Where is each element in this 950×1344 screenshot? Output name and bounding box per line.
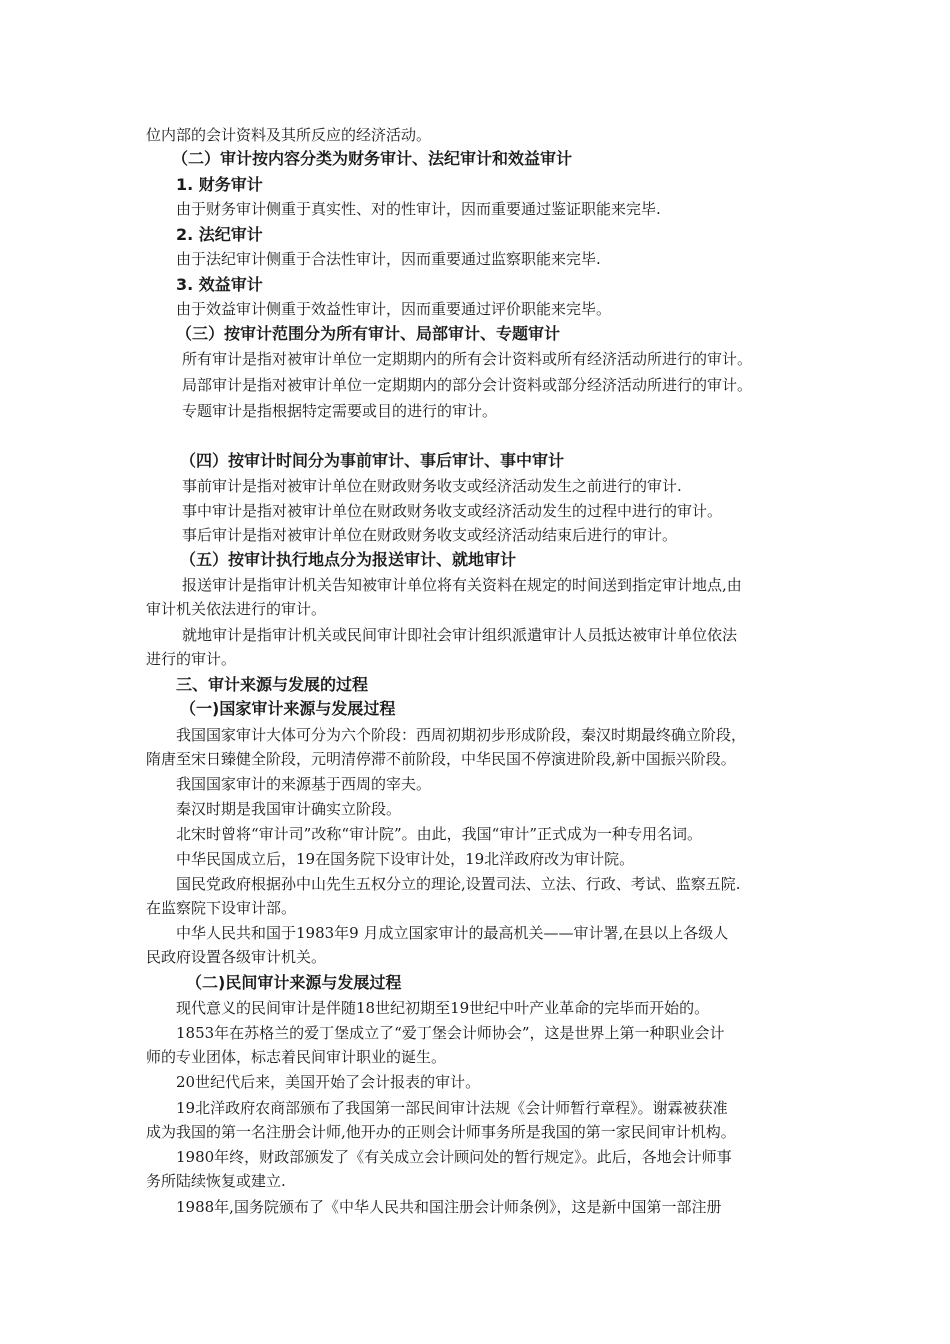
- body-text-line: 秦汉时期是我国审计确实立阶段。: [176, 800, 402, 818]
- body-text-line: 北宋时曾将“审计司”改称“审计院”。由此，我国“审计”正式成为一种专用名词。: [176, 825, 703, 843]
- subsection-heading: 1. 财务审计: [176, 175, 263, 194]
- body-text-line: 由于财务审计侧重于真实性、对的性审计，因而重要通过鉴证职能来完毕.: [176, 200, 661, 218]
- body-text-line: 务所陆续恢复或建立.: [146, 1172, 286, 1190]
- body-text-line: 我国国家审计的来源基于西周的宰夫。: [176, 775, 432, 793]
- body-text-line: 位内部的会计资料及其所反应的经济活动。: [146, 126, 432, 144]
- body-text-line: 19北洋政府农商部颁布了我国第一部民间审计法规《会计师暂行章程》。谢霖被获准: [176, 1099, 728, 1117]
- body-text-line: 中华人民共和国于1983年9 月成立国家审计的最高机关——审计署,在县以上各级人: [176, 924, 729, 942]
- body-text-line: 审计机关依法进行的审计。: [146, 600, 327, 618]
- body-text-line: 进行的审计。: [146, 650, 237, 668]
- body-text-line: 中华民国成立后，19在国务院下设审计处，19北洋政府改为审计院。: [176, 850, 635, 868]
- body-text-line: 局部审计是指对被审计单位一定期期内的部分会计资料或部分经济活动所进行的审计。: [182, 376, 753, 394]
- body-text-line: 事前审计是指对被审计单位在财政财务收支或经济活动发生之前进行的审计.: [182, 477, 682, 495]
- subsection-heading: 3. 效益审计: [176, 275, 263, 294]
- body-text-line: 20世纪代后来，美国开始了会计报表的审计。: [176, 1073, 481, 1091]
- body-text-line: 专题审计是指根据特定需要或目的进行的审计。: [182, 402, 498, 420]
- section-heading: （三）按审计范围分为所有审计、局部审计、专题审计: [176, 324, 561, 343]
- body-text-line: 所有审计是指对被审计单位一定期期内的所有会计资料或所有经济活动所进行的审计。: [182, 350, 753, 368]
- body-text-line: 就地审计是指审计机关或民间审计即社会审计组织派遣审计人员抵达被审计单位依法: [182, 626, 738, 644]
- section-heading: （二)民间审计来源与发展过程: [186, 973, 402, 992]
- body-text-line: 事中审计是指对被审计单位在财政财务收支或经济活动发生的过程中进行的审计。: [182, 502, 723, 520]
- body-text-line: 在监察院下设审计部。: [146, 899, 297, 917]
- body-text-line: 师的专业团体，标志着民间审计职业的诞生。: [146, 1048, 447, 1066]
- section-heading: （五）按审计执行地点分为报送审计、就地审计: [180, 550, 517, 569]
- body-text-line: 成为我国的第一名注册会计师,他开办的正则会计师事务所是我国的第一家民间审计机构。: [146, 1123, 736, 1141]
- body-text-line: 报送审计是指审计机关告知被审计单位将有关资料在规定的时间送到指定审计地点,由: [182, 576, 742, 594]
- body-text-line: 隋唐至宋日臻健全阶段，元明清停滞不前阶段，中华民国不停演进阶段,新中国振兴阶段。: [146, 750, 736, 768]
- body-text-line: 现代意义的民间审计是伴随18世纪初期至19世纪中叶产业革命的完毕而开始的。: [176, 999, 710, 1017]
- section-heading: （一)国家审计来源与发展过程: [180, 699, 396, 718]
- body-text-line: 事后审计是指对被审计单位在财政财务收支或经济活动结束后进行的审计。: [182, 526, 678, 544]
- section-heading: （四）按审计时间分为事前审计、事后审计、事中审计: [180, 451, 565, 470]
- subsection-heading: 2. 法纪审计: [176, 225, 263, 244]
- body-text-line: 民政府设置各级审计机关。: [146, 948, 327, 966]
- body-text-line: 我国国家审计大体可分为六个阶段：西周初期初步形成阶段，秦汉时期最终确立阶段，: [176, 726, 747, 744]
- body-text-line: 1853年在苏格兰的爱丁堡成立了“爱丁堡会计师协会”，这是世界上第一种职业会计: [176, 1024, 725, 1042]
- body-text-line: 1980年终，财政部颁发了《有关成立会计顾问处的暂行规定》。此后，各地会计师事: [176, 1148, 732, 1166]
- body-text-line: 国民党政府根据孙中山先生五权分立的理论,设置司法、立法、行政、考试、监察五院.: [176, 875, 741, 893]
- body-text-line: 由于效益审计侧重于效益性审计，因而重要通过评价职能来完毕。: [176, 300, 612, 318]
- body-text-line: 1988年,国务院颁布了《中华人民共和国注册会计师条例》，这是新中国第一部注册: [176, 1198, 722, 1216]
- section-heading: （二）审计按内容分类为财务审计、法纪审计和效益审计: [172, 149, 573, 168]
- body-text-line: 由于法纪审计侧重于合法性审计，因而重要通过监察职能来完毕.: [176, 250, 601, 268]
- chapter-heading: 三、审计来源与发展的过程: [176, 675, 369, 694]
